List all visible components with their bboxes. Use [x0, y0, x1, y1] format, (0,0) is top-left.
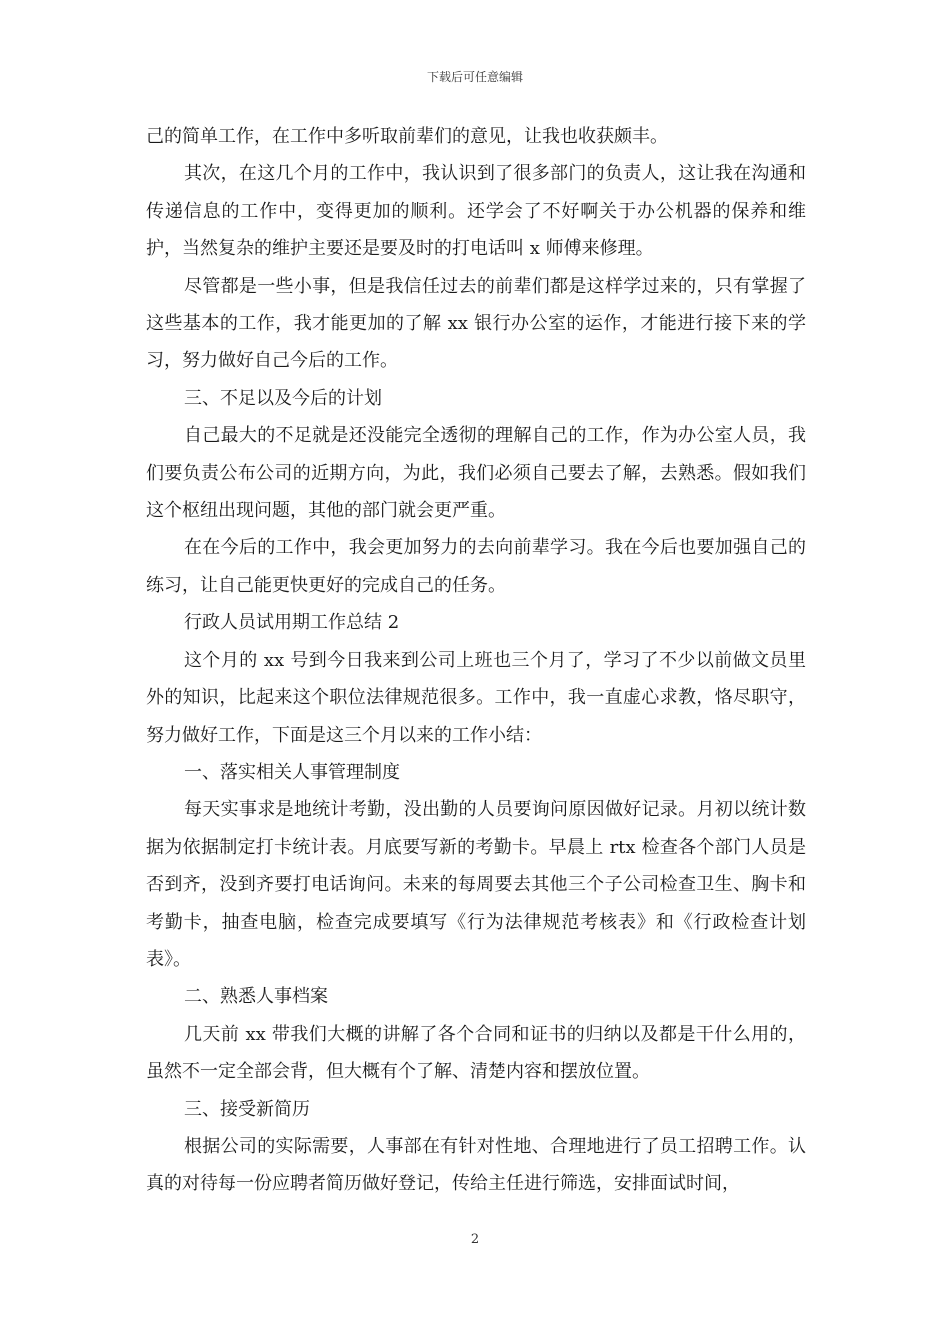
document-body [146, 118, 806, 1203]
body-paragraph: 几天前 xx 带我们大概的讲解了各个合同和证书的归纳以及都是干什么用的，虽然不一定全部会背，但大概有个了解、清楚内容和摆放位置。 [146, 1023, 806, 1083]
section-heading: 一、落实相关人事管理制度 [184, 761, 400, 783]
body-paragraph: 己的简单工作，在工作中多听取前辈们的意见，让我也收获颇丰。 [146, 126, 668, 147]
body-paragraph: 自己最大的不足就是还没能完全透彻的理解自己的工作，作为办公室人员，我们要负责公布公司的近期方向，为此，我们必须自己要去了解，去熟悉。假如我们这个枢纽出现问题，其他的部门就会更严重。 [146, 425, 806, 522]
section-heading: 三、接受新简历 [184, 1098, 310, 1120]
body-paragraph: 这个月的 xx 号到今日我来到公司上班也三个月了，学习了不少以前做文员里外的知识，比起来这个职位法律规范很多。工作中，我一直虚心求教，恪尽职守，努力做好工作，下面是这三个月以来的工作小结： [146, 649, 806, 746]
page-header: 下载后可任意编辑 [426, 70, 523, 84]
body-paragraph: 其次，在这几个月的工作中，我认识到了很多部门的负责人，这让我在沟通和传递信息的工作中，变得更加的顺利。还学会了不好啊关于办公机器的保养和维护，当然复杂的维护主要还是要及时的打电话叫 x 师傅来修理。 [146, 163, 806, 260]
document-title: 行政人员试用期工作总结 2 [184, 612, 400, 634]
body-paragraph: 尽管都是一些小事，但是我信任过去的前辈们都是这样学过来的，只有掌握了这些基本的工作，我才能更加的了解 xx 银行办公室的运作，才能进行接下来的学习，努力做好自己今后的工作。 [146, 275, 806, 372]
page-number: 2 [470, 1232, 480, 1247]
body-paragraph: 根据公司的实际需要，人事部在有针对性地、合理地进行了员工招聘工作。认真的对待每一份应聘者简历做好登记，传给主任进行筛选，安排面试时间， [146, 1135, 806, 1195]
body-paragraph: 在在今后的工作中，我会更加努力的去向前辈学习。我在今后也要加强自己的练习，让自己能更快更好的完成自己的任务。 [146, 537, 806, 596]
section-heading: 二、熟悉人事档案 [184, 986, 328, 1008]
section-heading: 三、不足以及今后的计划 [184, 387, 382, 409]
body-paragraph: 每天实事求是地统计考勤，没出勤的人员要询问原因做好记录。月初以统计数据为依据制定打卡统计表。月底要写新的考勤卡。早晨上 rtx 检查各个部门人员是否到齐，没到齐要打电话询问。未来的每周要去其他三个子公司检查卫生、胸卡和考勤卡，抽查电脑，检查完成要填写《行为法律规范考核表》和《行政检查计划表》。 [146, 799, 806, 970]
